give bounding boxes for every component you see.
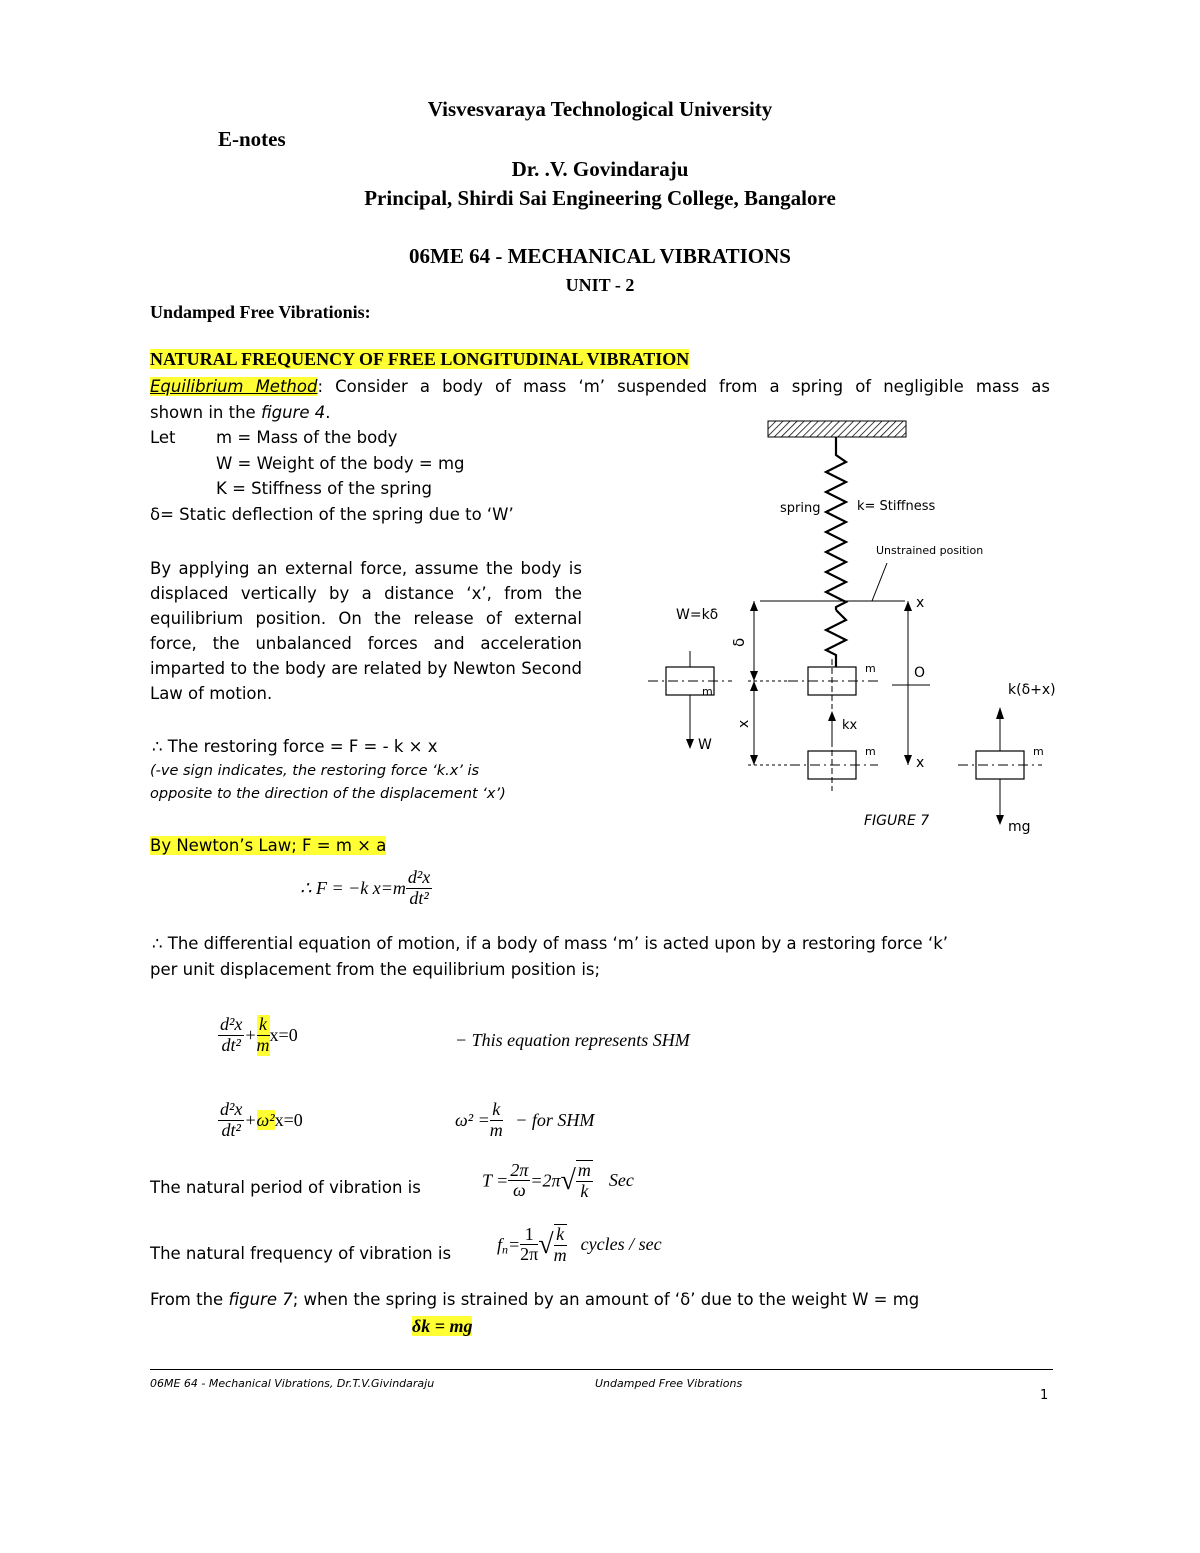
note-line-2: opposite to the direction of the displacement ‘x’) xyxy=(150,786,506,802)
let-label: Let xyxy=(150,428,176,447)
page-number: 1 xyxy=(1040,1388,1049,1403)
frequency-equation: $f_n=$ $\frac{1}{2\pi}$ √ $\frac{k}{m}$ cycles / sec xyxy=(497,1223,662,1265)
period-text: The natural period of vibration is xyxy=(150,1178,421,1197)
equation-2 xyxy=(218,1015,298,1056)
author-name: Dr. .V. Govindaraju xyxy=(511,157,689,181)
period-T: T = xyxy=(482,1170,509,1191)
final-equation xyxy=(412,1316,472,1337)
eq3-k: k xyxy=(490,1100,503,1121)
spring-mass-figure xyxy=(640,415,1060,845)
eq1-denominator: dt² xyxy=(409,887,429,908)
section-heading xyxy=(150,349,689,370)
eq2-rest: x=0 xyxy=(269,1024,298,1045)
displacement-paragraph: By applying an external force, assume the body is displaced vertically by a distance ‘x’, from the equilibrium position. On the release of external force, the unbalanced forces and acceleration imparted to the body are related by Newton Second Law of motion. xyxy=(150,559,582,703)
fig7-text-b: ; when the spring is strained by an amount of ‘δ’ due to the weight W = mg xyxy=(292,1290,920,1309)
course-title: 06ME 64 - MECHANICAL VIBRATIONS xyxy=(409,244,791,268)
heading-text: NATURAL FREQUENCY OF FREE LONGITUDINAL VIBRATION xyxy=(150,349,690,369)
footer-rule xyxy=(150,1369,1053,1370)
period-root-num: m xyxy=(577,1160,591,1180)
diff-text-1: ∴ The differential equation of motion, if a body of mass ‘m’ is acted upon by a restoring force ‘k’ xyxy=(152,934,948,953)
x-bottom-label: x xyxy=(916,755,925,771)
eq2-numerator: d²x xyxy=(220,1014,243,1034)
freq-root-num: k xyxy=(554,1225,567,1246)
method-text2-b: . xyxy=(325,403,331,422)
eq3-numerator: d²x xyxy=(220,1099,243,1119)
frequency-text: The natural frequency of vibration is xyxy=(150,1244,452,1263)
method-text: : Consider a body of mass ‘m’ suspended from a spring of negligible mass as xyxy=(317,377,1050,396)
footer-center: Undamped Free Vibrations xyxy=(595,1377,743,1390)
freq-f: f xyxy=(497,1234,503,1255)
restoring-force: ∴ The restoring force = F = - k × x xyxy=(152,737,438,756)
unit-label: UNIT - 2 xyxy=(565,275,635,295)
def-mass: m = Mass of the body xyxy=(216,428,398,447)
diff-text-2: per unit displacement from the equilibrium position is; xyxy=(150,960,601,979)
eq3-denominator: dt² xyxy=(221,1119,241,1140)
newton-law xyxy=(150,836,386,855)
author-position: Principal, Shirdi Sai Engineering College, Bangalore xyxy=(364,186,836,210)
unstrained-label: Unstrained position xyxy=(876,544,984,557)
section-title: Undamped Free Vibrationis: xyxy=(150,302,371,322)
def-deflection: δ= Static deflection of the spring due to ‘W’ xyxy=(150,505,514,524)
mass-label-center: m xyxy=(865,662,876,675)
method-line-2 xyxy=(150,403,331,422)
weight-label: W=kδ xyxy=(676,607,719,623)
eq3-omega: ω² xyxy=(256,1109,275,1130)
eq1-numerator: d²x xyxy=(407,867,431,887)
freq-sub: n xyxy=(502,1242,509,1257)
kdx-label: k(δ+x) xyxy=(1008,682,1056,698)
period-mid: =2π xyxy=(530,1170,561,1191)
fig7-reference: figure 7 xyxy=(228,1290,293,1309)
figure-reference: figure 4 xyxy=(260,403,326,422)
spring-label: spring xyxy=(780,501,821,516)
freq-numerator: 1 xyxy=(520,1225,538,1246)
freq-root-den: m xyxy=(553,1244,567,1265)
figure7-text xyxy=(150,1290,919,1309)
eq3-note: − for SHM xyxy=(515,1109,595,1130)
w-arrow-label: W xyxy=(698,737,712,753)
method-text2-a: shown in the xyxy=(150,403,261,422)
freq-unit: cycles / sec xyxy=(580,1234,662,1255)
freq-eq: = xyxy=(508,1234,521,1255)
freq-denominator: 2π xyxy=(520,1244,539,1265)
mg-label: mg xyxy=(1008,819,1031,835)
university-title: Visvesvaraya Technological University xyxy=(427,97,773,121)
fixed-support xyxy=(768,421,906,437)
period-equation: T = $\frac{2\pi}{\omega}$ =2π√ $\frac{m}{k}$ Sec xyxy=(482,1159,634,1201)
note-line-1: (-ve sign indicates, the restoring force ‘k.x’ is xyxy=(150,763,480,779)
kx-label: kx xyxy=(842,718,858,733)
enotes-label: E-notes xyxy=(218,127,286,151)
equation-3 xyxy=(218,1100,303,1141)
mass-label-left: m xyxy=(702,685,713,698)
x-top-label: x xyxy=(916,595,925,611)
footer-left: 06ME 64 - Mechanical Vibrations, Dr.T.V.Givindaraju xyxy=(150,1377,435,1390)
period-unit: Sec xyxy=(608,1170,634,1191)
eq3-rest: x=0 xyxy=(274,1109,303,1130)
method-line xyxy=(150,377,1050,396)
final-equation-text: δk = mg xyxy=(412,1316,473,1336)
eq2-m: m xyxy=(256,1034,270,1055)
mass-label-displaced: m xyxy=(865,745,876,758)
eq2-denominator: dt² xyxy=(221,1034,241,1055)
unstrained-pointer xyxy=(872,563,887,601)
origin-label: O xyxy=(914,665,926,681)
fig7-text-a: From the xyxy=(150,1290,229,1309)
def-stiffness: K = Stiffness of the spring xyxy=(216,479,432,498)
eq3-plus: + xyxy=(244,1109,257,1130)
def-weight: W = Weight of the body = mg xyxy=(216,454,465,473)
eq2-plus: + xyxy=(244,1024,257,1045)
x-side-label: x xyxy=(736,719,752,728)
figure-caption: FIGURE 7 xyxy=(864,813,930,829)
eq2-note: − This equation represents SHM xyxy=(455,1030,690,1050)
eq3-m: m xyxy=(489,1119,503,1140)
eq3-omega-lhs: ω² = xyxy=(455,1109,490,1130)
mass-label-right: m xyxy=(1033,745,1044,758)
equation-3-omega xyxy=(455,1100,594,1141)
spring-coil xyxy=(826,437,846,610)
equation-1 xyxy=(300,868,432,909)
delta-label: δ xyxy=(730,637,748,647)
period-root-den: k xyxy=(580,1180,589,1201)
method-label: Equilibrium Method xyxy=(150,377,318,396)
eq2-k: k xyxy=(257,1015,270,1036)
stiffness-label: k= Stiffness xyxy=(857,499,936,514)
newton-law-text: By Newton’s Law; F = m × a xyxy=(150,836,387,855)
period-denominator: ω xyxy=(513,1180,526,1201)
eq1-lhs: ∴ F = −k x=m xyxy=(300,877,406,898)
period-numerator: 2π xyxy=(510,1159,529,1180)
